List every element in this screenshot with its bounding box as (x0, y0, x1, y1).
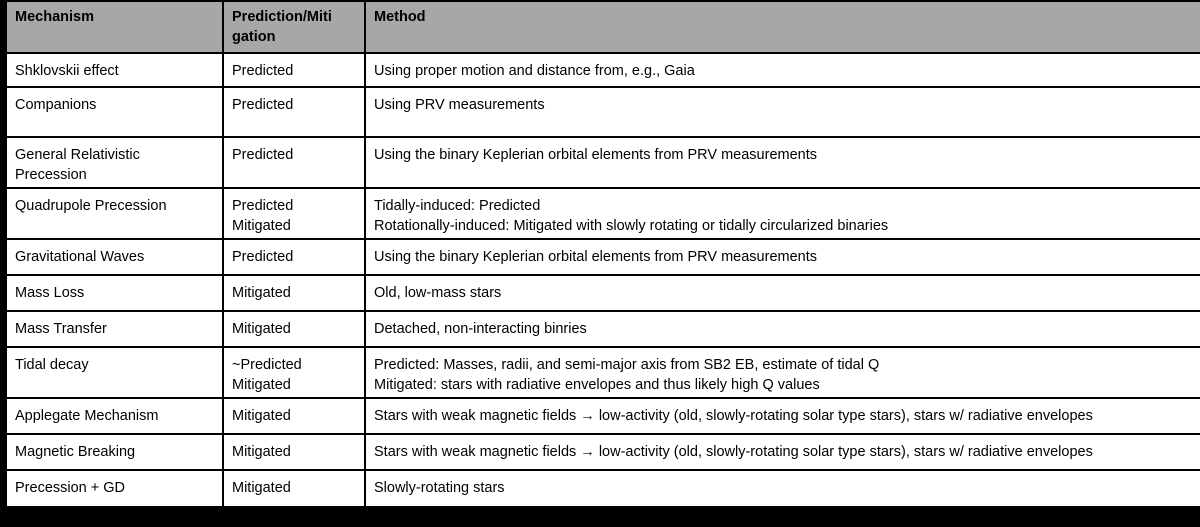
header-mechanism: Mechanism (7, 2, 222, 52)
table-row (7, 54, 1200, 86)
method-cell (366, 348, 1200, 397)
method-cell (366, 189, 1200, 238)
header-prediction (224, 2, 364, 52)
mechanism-cell: Precession + GD (7, 471, 222, 506)
method-cell (366, 276, 1200, 310)
prediction-line: ~Predicted (232, 357, 302, 373)
prediction-cell (224, 240, 364, 274)
mechanism-table (5, 0, 1200, 508)
table-row (7, 348, 1200, 397)
method-line: Stars with weak magnetic fields → low-activity (old, slowly-rotating solar type stars), stars w/ radiative envelopes (374, 408, 1093, 424)
method-line: Predicted: Masses, radii, and semi-major axis from SB2 EB, estimate of tidal Q (374, 357, 880, 373)
prediction-line: Predicted (232, 97, 294, 113)
prediction-cell (224, 138, 364, 187)
mechanism-cell: Gravitational Waves (7, 240, 222, 274)
prediction-cell (224, 348, 364, 397)
mechanism-cell: Shklovskii effect (7, 54, 222, 86)
method-cell (366, 435, 1200, 469)
method-line: Using PRV measurements (374, 97, 545, 113)
method-cell (366, 399, 1200, 433)
method-line: Using the binary Keplerian orbital elements from PRV measurements (374, 147, 817, 163)
table-row (7, 435, 1200, 469)
method-line: Mitigated: stars with radiative envelopes and thus likely high Q values (374, 377, 820, 393)
method-line: Rotationally-induced: Mitigated with slowly rotating or tidally circularized binaries (374, 218, 889, 234)
table-row (7, 312, 1200, 346)
prediction-line: Mitigated (232, 480, 291, 496)
method-cell (366, 138, 1200, 187)
method-line: Using proper motion and distance from, e.g., Gaia (374, 63, 695, 79)
table-row (7, 88, 1200, 136)
method-cell (366, 471, 1200, 506)
mechanism-cell: Applegate Mechanism (7, 399, 222, 433)
mechanism-cell: General Relativistic Precession (7, 138, 222, 187)
prediction-line: Predicted (232, 198, 294, 214)
table-row (7, 138, 1200, 187)
prediction-cell (224, 88, 364, 136)
method-line: Slowly-rotating stars (374, 480, 505, 496)
prediction-line: Mitigated (232, 377, 291, 393)
prediction-line: Mitigated (232, 321, 291, 337)
mechanism-cell: Companions (7, 88, 222, 136)
method-cell (366, 240, 1200, 274)
method-line: Tidally-induced: Predicted (374, 198, 541, 214)
prediction-cell (224, 312, 364, 346)
method-cell (366, 88, 1200, 136)
table-row (7, 399, 1200, 433)
prediction-cell (224, 276, 364, 310)
mechanism-cell: Magnetic Breaking (7, 435, 222, 469)
prediction-line: Mitigated (232, 408, 291, 424)
method-line: Using the binary Keplerian orbital elements from PRV measurements (374, 249, 817, 265)
header-prediction-line: Prediction/Miti gation (232, 9, 332, 45)
method-line: Old, low-mass stars (374, 285, 502, 301)
mechanism-cell: Tidal decay (7, 348, 222, 397)
mechanism-cell: Quadrupole Precession (7, 189, 222, 238)
prediction-line: Predicted (232, 249, 294, 265)
table-row (7, 276, 1200, 310)
table-row (7, 189, 1200, 238)
prediction-cell (224, 471, 364, 506)
method-line: Stars with weak magnetic fields → low-activity (old, slowly-rotating solar type stars), stars w/ radiative envelopes (374, 444, 1093, 460)
prediction-line: Predicted (232, 147, 294, 163)
method-cell (366, 312, 1200, 346)
header-row (7, 2, 1200, 52)
prediction-line: Mitigated (232, 218, 291, 234)
table-row (7, 240, 1200, 274)
prediction-cell (224, 189, 364, 238)
method-cell (366, 54, 1200, 86)
prediction-cell (224, 435, 364, 469)
prediction-cell (224, 399, 364, 433)
table-row (7, 471, 1200, 506)
prediction-cell (224, 54, 364, 86)
prediction-line: Predicted (232, 63, 294, 79)
method-line: Detached, non-interacting binries (374, 321, 587, 337)
prediction-line: Mitigated (232, 444, 291, 460)
mechanism-cell: Mass Loss (7, 276, 222, 310)
prediction-line: Mitigated (232, 285, 291, 301)
mechanism-cell: Mass Transfer (7, 312, 222, 346)
header-method: Method (366, 2, 1200, 52)
